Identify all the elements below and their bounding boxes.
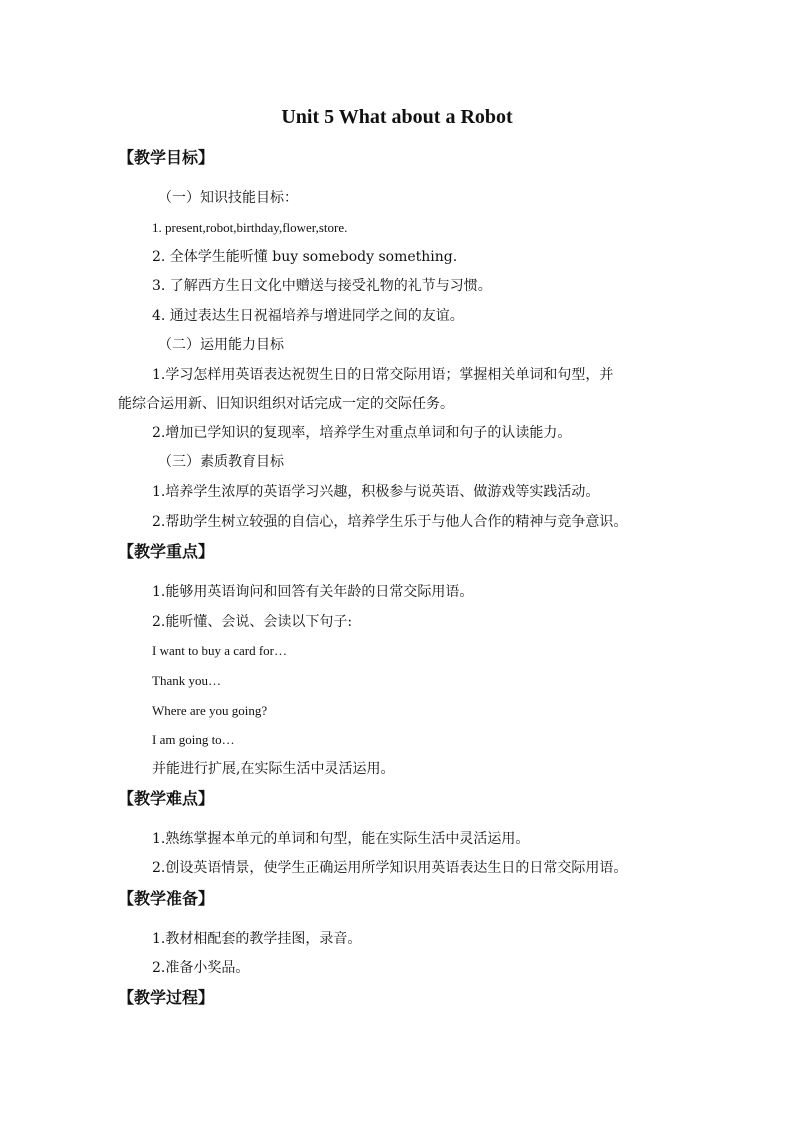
difficulty-item-1: 1.熟练掌握本单元的单词和句型，能在实际生活中灵活运用。: [152, 831, 530, 847]
key-point-3: 并能进行扩展,在实际生活中灵活运用。: [152, 761, 395, 777]
heading-difficulties: 【教学难点】: [118, 789, 215, 808]
document-title: Unit 5 What about a Robot: [281, 106, 513, 128]
subheading-ability: （二）运用能力目标: [158, 337, 284, 353]
subheading-knowledge: （一）知识技能目标：: [158, 190, 298, 206]
sentence-1: I want to buy a card for…: [152, 643, 288, 658]
heading-process: 【教学过程】: [118, 988, 215, 1007]
heading-objectives: 【教学目标】: [118, 148, 215, 167]
heading-key-points: 【教学重点】: [118, 542, 215, 561]
heading-preparation: 【教学准备】: [118, 889, 215, 908]
sentence-3: Where are you going?: [152, 703, 268, 718]
quality-item-1: 1.培养学生浓厚的英语学习兴趣，积极参与说英语、做游戏等实践活动。: [152, 484, 600, 500]
preparation-item-1: 1.教材相配套的教学挂图，录音。: [152, 931, 362, 947]
difficulty-item-2: 2.创设英语情景，使学生正确运用所学知识用英语表达生日的日常交际用语。: [152, 860, 628, 876]
knowledge-item-1: 1. present,robot,birthday,flower,store.: [152, 220, 348, 235]
ability-item-1-line-1: 1.学习怎样用英语表达祝贺生日的日常交际用语；掌握相关单词和句型，并: [152, 367, 614, 383]
preparation-item-2: 2.准备小奖品。: [152, 960, 250, 976]
subheading-quality: （三）素质教育目标: [158, 454, 284, 470]
knowledge-item-3: 3. 了解西方生日文化中赠送与接受礼物的礼节与习惯。: [152, 278, 492, 294]
knowledge-item-2: 2. 全体学生能听懂 buy somebody something.: [152, 249, 458, 265]
key-point-2: 2.能听懂、会说、会读以下句子:: [152, 614, 353, 630]
knowledge-item-4: 4. 通过表达生日祝福培养与增进同学之间的友谊。: [152, 308, 464, 324]
quality-item-2: 2.帮助学生树立较强的自信心，培养学生乐于与他人合作的精神与竞争意识。: [152, 514, 628, 530]
ability-item-1-line-2: 能综合运用新、旧知识组织对话完成一定的交际任务。: [118, 396, 454, 412]
sentence-4: I am going to…: [152, 732, 235, 747]
ability-item-2: 2.增加已学知识的复现率，培养学生对重点单词和句子的认读能力。: [152, 425, 572, 441]
sentence-2: Thank you…: [152, 673, 221, 688]
key-point-1: 1.能够用英语询问和回答有关年龄的日常交际用语。: [152, 584, 474, 600]
